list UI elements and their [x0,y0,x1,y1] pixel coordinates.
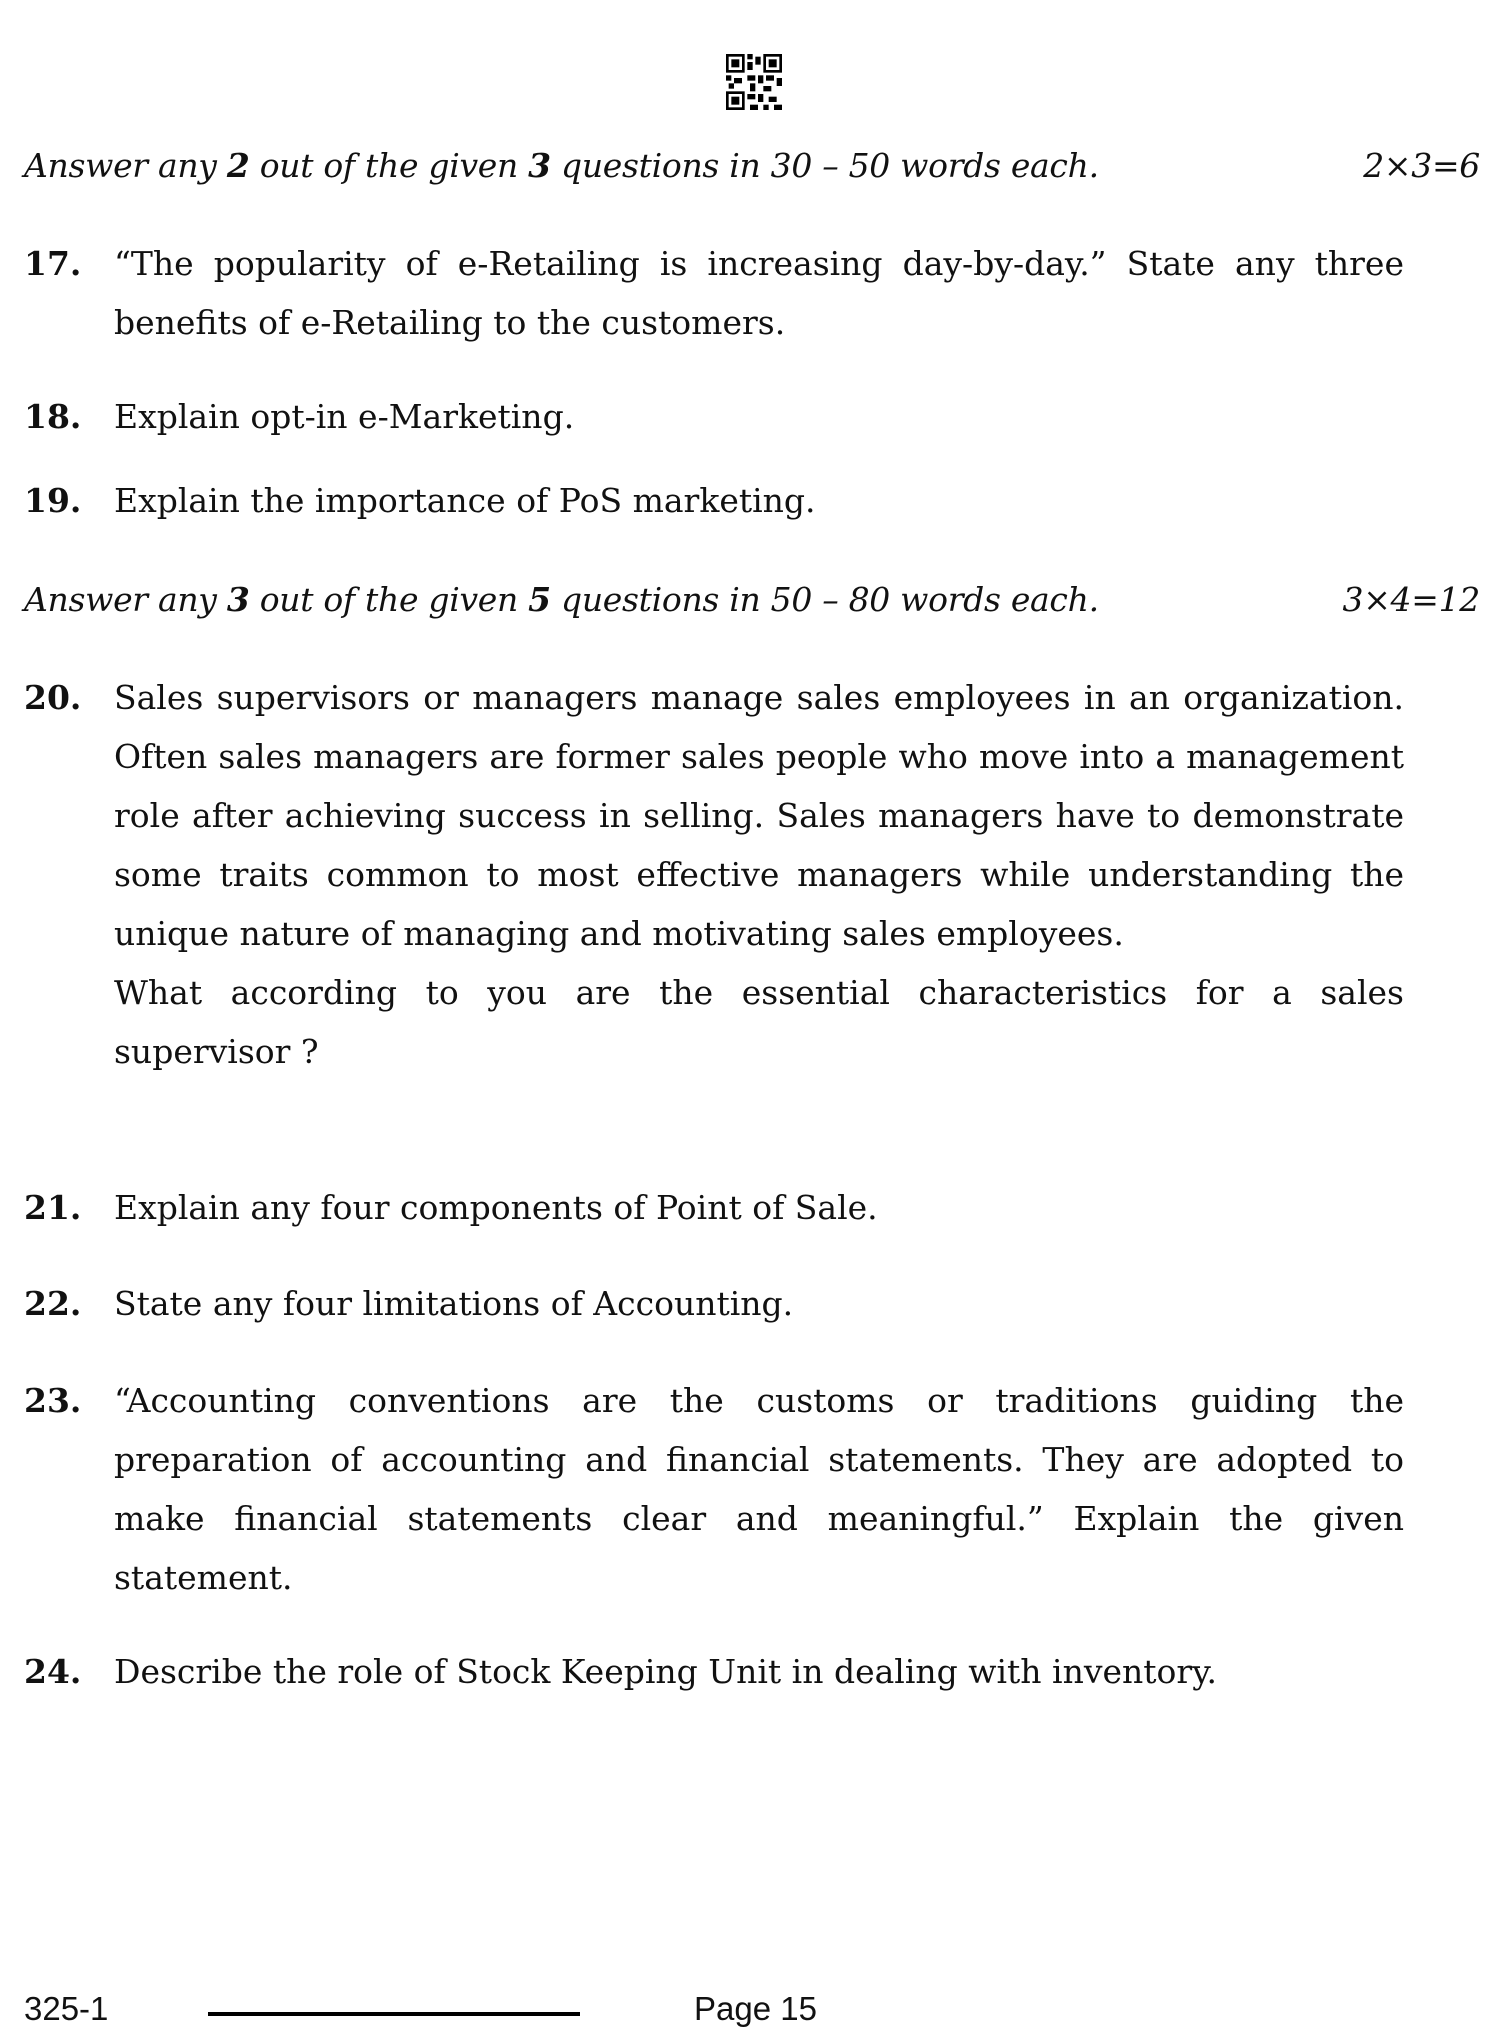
question-21 [24,1178,1404,1237]
question-text: “Accounting conventions are the customs or traditions guiding the preparation of accounting and financial statements. They are adopted to make financial statements clear and meaningful.” Explain the given statement. [114,1381,1404,1597]
question-24 [24,1642,1404,1701]
question-17 [24,234,1404,352]
question-text: State any four limitations of Accounting. [114,1284,794,1323]
question-number: 18. [24,397,82,436]
section-instruction [24,146,1480,185]
question-text: “The popularity of e-Retailing is increasing day-by-day.” State any three benefits of e-Retailing to the customers. [114,244,1404,342]
question-number: 22. [24,1284,82,1323]
question-20 [24,668,1404,1081]
question-18 [24,387,1404,446]
marks-allocation: 2×3=6 [1363,146,1480,185]
question-text: Explain any four components of Point of Sale. [114,1188,878,1227]
question-number: 21. [24,1188,82,1227]
footer-divider [208,2012,580,2016]
section-instruction [24,580,1480,619]
question-19 [24,471,1404,530]
page-number: Page 15 [694,1990,817,2027]
page-footer [24,1990,1484,2030]
paper-code: 325-1 [24,1990,109,2027]
question-number: 20. [24,678,82,717]
question-text: Explain opt-in e-Marketing. [114,397,575,436]
question-text: Explain the importance of PoS marketing. [114,481,816,520]
question-number: 23. [24,1381,82,1420]
question-text: Describe the role of Stock Keeping Unit in dealing with inventory. [114,1652,1217,1691]
instruction-text: Answer any 2 out of the given 3 questions in 30 – 50 words each. [24,146,1099,185]
instruction-text: Answer any 3 out of the given 5 questions in 50 – 80 words each. [24,580,1099,619]
question-23 [24,1371,1404,1607]
question-number: 17. [24,244,82,283]
question-number: 19. [24,481,82,520]
qr-code-icon [726,54,782,110]
question-number: 24. [24,1652,82,1691]
question-text: Sales supervisors or managers manage sales employees in an organization. Often sales managers are former sales people who move into a management role after achieving success in selling. Sales managers have to demonstrate some traits common to most effective managers while understanding the unique nature of managing and motivating sales employees. What according to you are the essential characteristics for a sales supervisor ? [114,678,1404,1071]
marks-allocation: 3×4=12 [1342,580,1480,619]
question-22 [24,1274,1404,1333]
